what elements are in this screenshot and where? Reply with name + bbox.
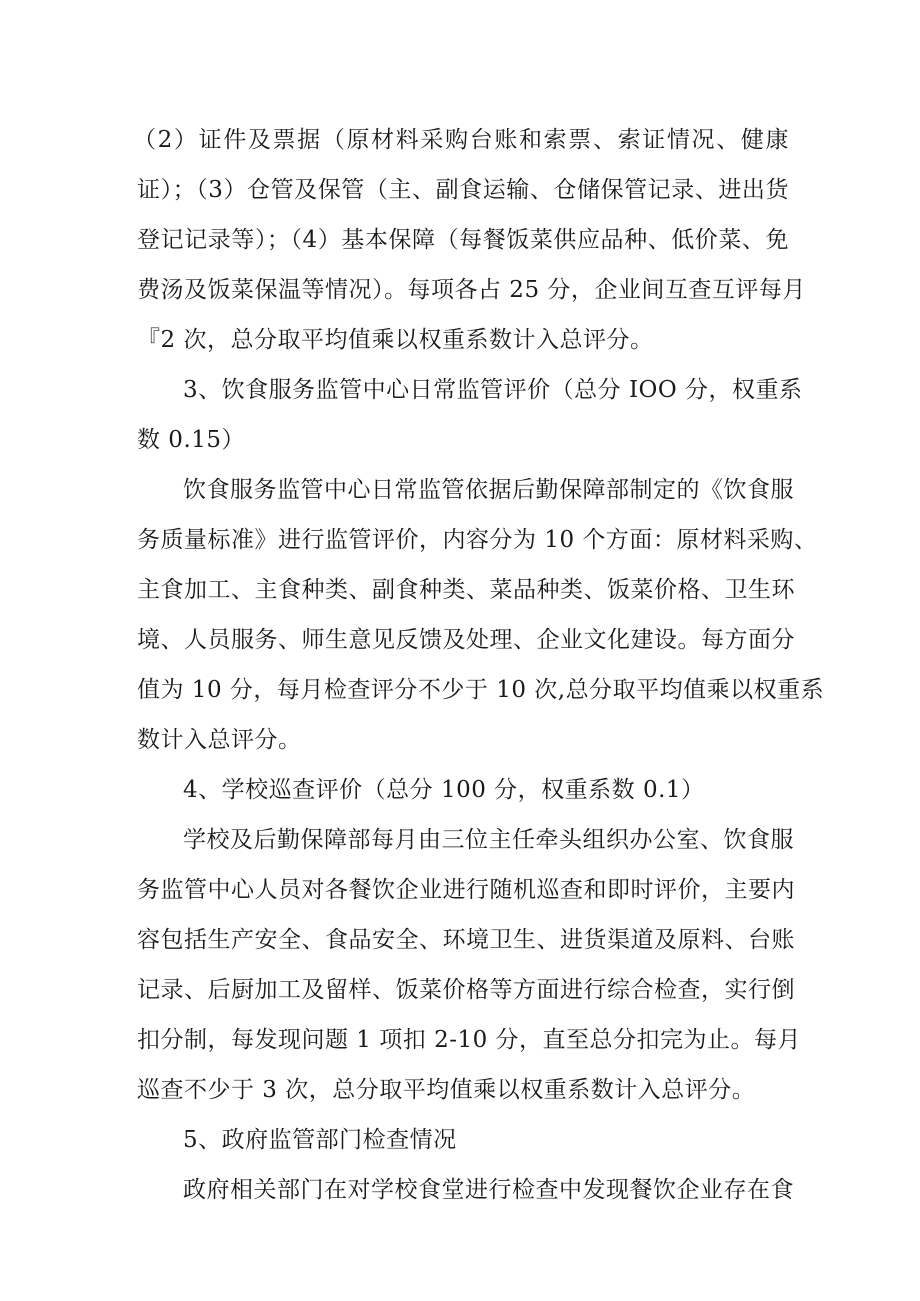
text-line: 扣分制，每发现问题 1 项扣 2-10 分，直至总分扣完为止。每月 — [137, 1027, 802, 1053]
text-line: 容包括生产安全、食品安全、环境卫生、进货渠道及原料、台账 — [137, 927, 795, 953]
section-heading-5: 5、政府监管部门检查情况 — [183, 1127, 457, 1153]
section-heading-4: 4、学校巡查评价（总分 100 分，权重系数 0.1） — [183, 777, 705, 803]
text-line: 政府相关部门在对学校食堂进行检查中发现餐饮企业存在食 — [183, 1177, 794, 1203]
text-line: 主食加工、主食种类、副食种类、菜品种类、饭菜价格、卫生环 — [137, 577, 795, 603]
section-heading-3: 3、饮食服务监管中心日常监管评价（总分 IOO 分，权重系 — [183, 377, 803, 403]
text-line: 『2 次，总分取平均值乘以权重系数计入总评分。 — [137, 327, 654, 353]
text-line: 境、人员服务、师生意见反馈及处理、企业文化建设。每方面分 — [137, 627, 795, 653]
text-line: 务监管中心人员对各餐饮企业进行随机巡查和即时评价，主要内 — [137, 877, 795, 903]
text-line: 巡查不少于 3 次，总分取平均值乘以权重系数计入总评分。 — [137, 1077, 756, 1103]
text-line: （2）证件及票据（原材料采购台账和索票、索证情况、健康 — [133, 127, 789, 153]
text-line: 学校及后勤保障部每月由三位主任牵头组织办公室、饮食服 — [183, 827, 794, 853]
document-body — [133, 115, 825, 1215]
text-line: 费汤及饭菜保温等情况）。每项各占 25 分，企业间互查互评每月 — [137, 277, 806, 303]
text-line: 证）；（3）仓管及保管（主、副食运输、仓储保管记录、进出货 — [137, 177, 789, 203]
text-line: 数计入总评分。 — [137, 727, 302, 753]
text-line: 值为 10 分，每月检查评分不少于 10 次,总分取平均值乘以权重系 — [137, 677, 825, 703]
text-line: 记录、后厨加工及留样、饭菜价格等方面进行综合检查，实行倒 — [137, 977, 795, 1003]
text-line: 饮食服务监管中心日常监管依据后勤保障部制定的《饮食服 — [183, 477, 794, 503]
text-line: 登记记录等）；（4）基本保障（每餐饭菜供应品种、低价菜、免 — [137, 227, 789, 253]
text-line: 数 0.15） — [137, 427, 246, 453]
text-line: 务质量标准》进行监管评价，内容分为 10 个方面：原材料采购、 — [137, 527, 818, 553]
